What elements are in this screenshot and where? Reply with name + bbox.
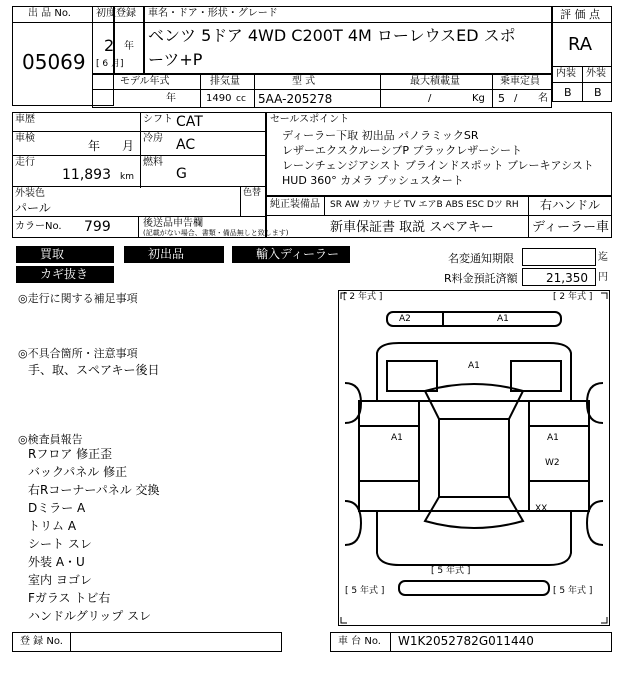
equipment-label: 純正装備品 [270,199,320,210]
rating-value: RA [568,34,593,55]
fuel-value: G [176,166,187,182]
defects-text: 手、取、スペアキー後日 [28,363,160,377]
name-change-unit: 迄 [598,252,608,263]
interior-grade: B [564,86,572,99]
inspector-item: シート スレ [28,537,92,551]
mark-a2-bumper: A2 [399,314,411,324]
mark-a1-right: A1 [547,433,559,443]
rear-seat-note: (記載がない場合、書類・備品無しと致します) [143,229,289,237]
tag-buy: 買取 [16,246,114,263]
model-year-label: モデル年式 [120,76,170,87]
inspector-item: 外装 A・U [28,555,85,569]
ext-color-label: 外装色 [15,188,45,199]
sales-line-3: レーンチェンジアシスト ブラインドスポット ブレーキアシスト [282,159,594,172]
mark-xx-right: XX [535,504,548,514]
shift-value: CAT [176,114,203,130]
capacity-unit: 名 [538,93,548,104]
ext-color-value: パール [15,201,51,215]
diagram-tag-bottom-left: [ 5 年式 ] [345,586,385,596]
inspector-title: ◎検査員報告 [18,433,83,446]
mileage-label: 走行 [15,157,35,168]
inspector-item: Fガラス トビ右 [28,591,111,605]
inspector-item: 右Rコーナーパネル 交換 [28,483,160,497]
inspection-label: 車検 [15,133,35,144]
ac-label: 冷房 [143,133,163,144]
damage-diagram [338,290,610,626]
reg-year: 2 [104,36,115,55]
sales-line-4: HUD 360° カメラ プッシュスタート [282,174,464,187]
rating-label: 評 価 点 [560,8,600,21]
capacity-label: 乗車定員 [500,76,540,87]
reg-no-label: 登 録 No. [20,636,63,647]
tag-import-dealer: 輸入ディーラー [232,246,350,263]
shift-label: シフト [143,114,173,125]
model-year-unit: 年 [166,93,176,104]
inspection-year: 年 [88,139,101,153]
inspector-item: Rフロア 修正歪 [28,447,113,461]
dealer-car: ディーラー車 [532,220,609,235]
displacement-label: 排気量 [210,76,240,87]
car-outline-drawing [339,291,609,625]
inspector-item: Dミラー A [28,501,86,515]
reg-year-unit: 年 [124,41,134,52]
mark-a1-left: A1 [391,433,403,443]
displacement-value: 1490 [206,93,232,104]
interior-label: 内装 [556,68,576,79]
fuel-label: 燃料 [143,157,163,168]
recycle-value: 21,350 [546,271,588,285]
rear-seat-label: 後送品申告欄 [143,218,203,229]
inspector-item: 室内 ヨゴレ [28,573,92,587]
first-reg-label: 初度登録 [96,8,136,19]
name-change-label: 名変通知期限 [448,252,514,265]
exterior-label: 外装 [586,68,606,79]
recycle-unit: 円 [598,272,608,283]
diagram-tag-top-right: [ 2 年式 ] [553,292,593,302]
recycle-label: R料金預託済額 [444,272,518,285]
color-no-label: カラーNo. [15,221,62,232]
car-name-line1: ベンツ 5ドア 4WD C200T 4M ローレウスED スポ [148,26,516,45]
driving-notes-title: ◎走行に関する補足事項 [18,292,138,305]
inspection-month: 月 [122,139,135,153]
capacity-value: 5 [498,92,505,105]
car-name-label: 車名・ドア・形状・グレード [148,8,278,19]
mileage-value: 11,893 [62,167,111,183]
color-change-label: 色替 [243,188,262,198]
max-load-sep: / [428,93,432,104]
mark-a1-bumper: A1 [497,314,509,324]
sales-title: セールスポイント [270,114,350,125]
max-load-label: 最大積載量 [410,76,460,87]
defects-title: ◎不具合箇所・注意事項 [18,347,138,360]
max-load-unit: Kg [472,93,485,104]
type-value: 5AA-205278 [258,92,333,106]
reg-month: [ 6 月] [96,59,124,69]
ac-value: AC [176,137,196,153]
mark-w2-right: W2 [545,458,560,468]
name-change-box [522,248,596,266]
history-label: 車歴 [15,114,35,125]
displacement-unit: cc [236,94,246,104]
diagram-tag-top-left: [ 2 年式 ] [343,292,383,302]
inspector-item: ハンドルグリップ スレ [28,609,152,623]
type-label: 型 式 [292,76,316,87]
diagram-tag-bottom-right: [ 5 年式 ] [553,586,593,596]
warranty-docs: 新車保証書 取説 スペアキー [330,220,494,235]
inspector-item: バックパネル 修正 [28,465,128,479]
car-name-line2: ーツ+P [148,50,203,69]
inspector-item: トリム A [28,519,77,533]
lot-label: 出 品 No. [28,8,71,19]
tag-first-listing: 初出品 [124,246,224,263]
sales-line-2: レザーエクスクルーシブP ブラックレザーシート [282,144,523,157]
mileage-unit: km [120,172,134,182]
tag-key-missing: カギ抜き [16,266,114,283]
chassis-value: W1K2052782G011440 [398,634,534,648]
lot-number: 05069 [22,50,86,74]
color-no-value: 799 [84,219,111,235]
equipment-items: SR AW カワ ナビ TV エアB ABS ESC Dツ RH [330,200,519,210]
diagram-tag-bottom-mid: [ 5 年式 ] [431,566,471,576]
sales-line-1: ディーラー下取 初出品 パノラミックSR [282,129,479,142]
chassis-label: 車 台 No. [338,636,381,647]
mark-a1-hood: A1 [468,361,480,371]
capacity-sep: / [514,93,518,104]
exterior-grade: B [594,86,602,99]
handle-position: 右ハンドル [540,198,601,212]
